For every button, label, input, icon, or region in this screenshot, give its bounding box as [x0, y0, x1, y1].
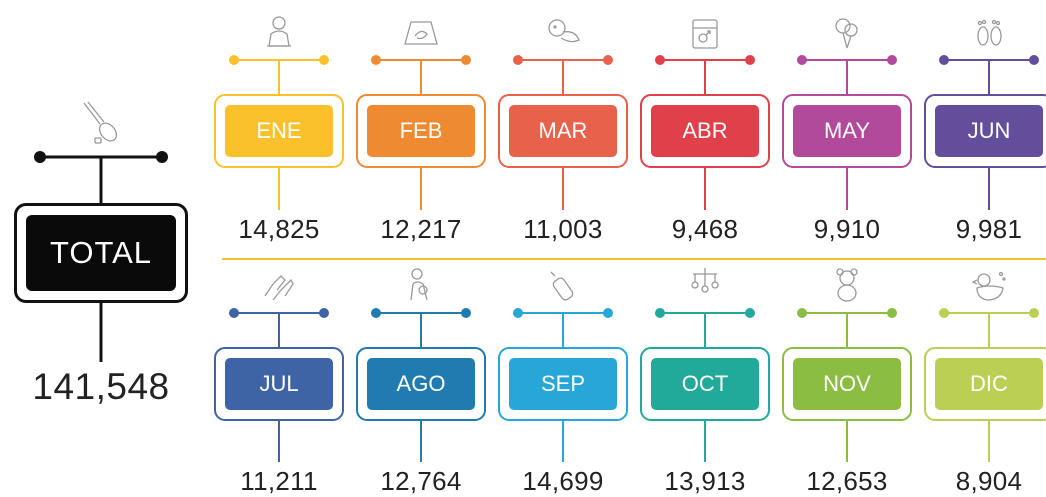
month-value: 12,653: [806, 466, 888, 496]
month-connector-dot: [229, 308, 239, 318]
month-connector-dot: [371, 55, 381, 65]
thermometer-icon: [80, 100, 120, 140]
month-box: [356, 347, 486, 421]
month-connector-dot: [939, 308, 949, 318]
month-connector-dot: [229, 55, 239, 65]
month-box: [782, 94, 912, 168]
month-box: [214, 94, 344, 168]
month-label: OCT: [651, 358, 759, 410]
month-connector-dot: [939, 55, 949, 65]
month-connector-dot: [319, 55, 329, 65]
balloons-icon: [827, 14, 867, 54]
baby-sitting-icon: [259, 14, 299, 54]
month-connector-dot: [319, 308, 329, 318]
ultrasound-icon: [401, 14, 441, 54]
baby-bottle-icon: [543, 266, 583, 306]
total-connector-dot: [34, 151, 46, 163]
month-label: MAR: [509, 105, 617, 157]
month-label: NOV: [793, 358, 901, 410]
month-value: 14,699: [522, 466, 604, 496]
total-connector-dot: [156, 151, 168, 163]
total-box: [14, 203, 188, 303]
month-value: 12,217: [380, 214, 462, 244]
month-connector-dot: [513, 308, 523, 318]
gender-reveal-box-icon: [685, 14, 725, 54]
month-value: 13,913: [664, 466, 746, 496]
month-box: [214, 347, 344, 421]
crib-mobile-icon: [685, 266, 725, 306]
month-label: SEP: [509, 358, 617, 410]
month-value: 12,764: [380, 466, 462, 496]
month-box: [924, 94, 1046, 168]
teddy-bear-icon: [827, 266, 867, 306]
total-value: 141,548: [32, 366, 170, 407]
month-box: [640, 347, 770, 421]
month-label: ABR: [651, 105, 759, 157]
month-label: MAY: [793, 105, 901, 157]
month-label: DIC: [935, 358, 1043, 410]
month-label: ENE: [225, 105, 333, 157]
month-connector-dot: [1029, 308, 1039, 318]
month-connector-dot: [745, 55, 755, 65]
month-connector-dot: [371, 308, 381, 318]
month-value: 11,003: [523, 214, 603, 244]
month-value: 14,825: [238, 214, 320, 244]
month-connector-dot: [887, 55, 897, 65]
month-box: [924, 347, 1046, 421]
month-connector-dot: [603, 55, 613, 65]
month-connector-dot: [797, 55, 807, 65]
month-box: [782, 347, 912, 421]
mother-baby-icon: [401, 266, 441, 306]
month-box: [498, 94, 628, 168]
holding-hands-icon: [259, 266, 299, 306]
row-separator: [222, 258, 1046, 260]
month-connector-dot: [887, 308, 897, 318]
month-connector-dot: [461, 308, 471, 318]
month-value: 11,211: [240, 466, 318, 496]
month-box: [640, 94, 770, 168]
month-connector-dot: [603, 308, 613, 318]
month-value: 9,468: [671, 214, 739, 244]
month-connector-dot: [797, 308, 807, 318]
total-label: TOTAL: [26, 215, 176, 291]
month-connector-dot: [1029, 55, 1039, 65]
month-connector-dot: [461, 55, 471, 65]
month-label: JUN: [935, 105, 1043, 157]
month-label: JUL: [225, 358, 333, 410]
month-connector-dot: [513, 55, 523, 65]
newborn-icon: [543, 14, 583, 54]
month-box: [356, 94, 486, 168]
baby-feet-icon: [969, 14, 1009, 54]
month-box: [498, 347, 628, 421]
month-label: FEB: [367, 105, 475, 157]
month-connector-dot: [745, 308, 755, 318]
rubber-duck-icon: [969, 266, 1009, 306]
month-value: 8,904: [955, 466, 1023, 496]
month-label: AGO: [367, 358, 475, 410]
month-connector-dot: [655, 55, 665, 65]
month-connector-dot: [655, 308, 665, 318]
month-value: 9,981: [955, 214, 1023, 244]
month-value: 9,910: [813, 214, 881, 244]
